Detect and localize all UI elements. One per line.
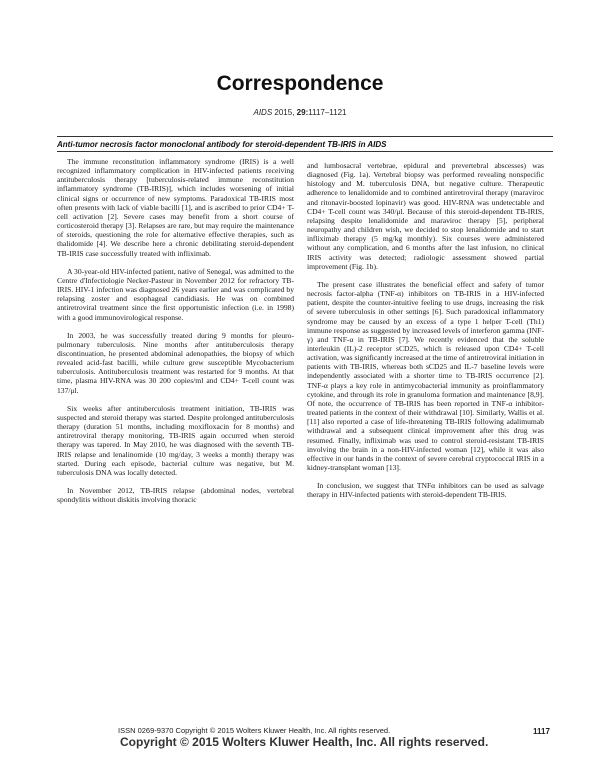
paragraph: The present case illustrates the beneficial effect and safety of tumor necrosis factor-alpha (TNF-α) inhibitors on TB-IRIS in a HIV-infected patient, despite the counter-intuitive feeling to use drugs, increasing the risk of severe tuberculosis in other settings [6]. Such paradoxical inflammatory syndrome may be caused by an excess of a type 1 helper T-cell (Th1) immune response as suggested by increased levels of interferon gamma (INF-γ) and TNF-α in TB-IRIS [7]. We recently evidenced that the soluble interleukin (IL)-2 receptor sCD25, which is released upon CD4+ T-cell activation, was significantly increased at the time of antiretroviral initiation in patients with TB-IRIS, whereas both sCD25 and IL-7 baseline levels were independently associated with a shorter time to TB-IRIS occurrence [2]. TNF-α plays a key role in antimycobacterial immunity as proinflammatory cytokine, and through its role in granuloma formation and maintenance [8,9]. Of note, the occurrence of TB-IRIS has been reported in TNF-α inhibitor-treated patients in the context of their withdrawal [10]. Similarly, Wallis et al. [11] also reported a case of life-threatening TB-IRIS following adalimumab withdrawal and a subsequent clinical improvement after this drug was resumed. Finally, infliximab was used to control steroid-resistant TB-IRIS involving the brain in a non-HIV-infected woman [12], while it was also effective in our hands in the context of severe cerebral cryptococcal IRIS in a kidney-transplant woman [13]. <box>307 279 544 472</box>
footer-issn: ISSN 0269-9370 Copyright © 2015 Wolters Kluwer Health, Inc. All rights reserved. <box>118 726 391 735</box>
citation-volume: 29: <box>296 108 309 117</box>
citation-year: 2015, <box>274 108 295 117</box>
footer-copyright: Copyright © 2015 Wolters Kluwer Health, Inc. All rights reserved. <box>120 735 489 749</box>
paragraph: In conclusion, we suggest that TNFα inhibitors can be used as salvage therapy in HIV-infected patients with steroid-dependent TB-IRIS. <box>307 481 544 500</box>
right-column <box>307 161 544 721</box>
paragraph: and lumbosacral vertebrae, epidural and prevertebral abscesses) was diagnosed (Fig. 1a). Vertebral biopsy was performed revealing nonspecific histology and M. tuberculosis DNA, but negative culture. Therapeutic adherence to lenalidomide and to combined antiretroviral therapy (maraviroc and ritonavir-boosted lopinavir) was good. HIV-RNA was undetectable and CD4+ T-cell count was 340/μl. Because of this steroid-dependent TB-IRIS, relapsing despite lenalidomide and maraviroc therapy [5], peripheral neuropathy and children wish, we decided to stop lenalidomide and to start infliximab therapy (5 mg/kg monthly). Six courses were administered without any complication, and 6 months after the last infusion, no clinical IRIS activity was detected; radiologic assessment showed partial improvement (Fig. 1b). <box>307 161 544 271</box>
title-rule-bottom <box>57 151 553 152</box>
page-number: 1117 <box>533 727 550 736</box>
left-column <box>57 157 294 717</box>
paragraph: In November 2012, TB-IRIS relapse (abdominal nodes, vertebral spondylitis without diskitis involving thoracic <box>57 486 294 505</box>
title-rule-top <box>57 136 553 137</box>
citation-journal: AIDS <box>253 108 273 117</box>
paragraph: Six weeks after antituberculosis treatment initiation, TB-IRIS was suspected and steroid therapy was started. Despite prolonged antituberculosis therapy (duration 51 months, including moxifloxacin for 8 months) and antiretroviral therapy monitoring, TB-IRIS again occurred when steroid therapy was tapered. In May 2010, he was diagnosed with the seventh TB-IRIS relapse and lenalinomide (10 mg/day, 3 weeks a month) therapy was started. During each episode, bacterial culture was negative, but M. tuberculosis DNA was locally detected. <box>57 403 294 477</box>
citation-pages: 1117–1121 <box>308 108 347 117</box>
section-title: Correspondence <box>216 72 384 95</box>
article-title: Anti-tumor necrosis factor monoclonal antibody for steroid-dependent TB-IRIS in AIDS <box>57 140 387 149</box>
paragraph: In 2003, he was successfully treated during 9 months for pleuro-pulmonary tuberculosis. Nine months after antituberculosis therapy discontinuation, he presented abdominal adenopathies, the biopsy of which revealed acid-fast bacilli, while culture grew susceptible Mycobacterium tuberculosis. Antituberculosis treatment was restarted for 9 months. At that time, plasma HIV-RNA was 30 200 copies/ml and CD4+ T-cell count was 137/μl. <box>57 330 294 395</box>
journal-citation <box>0 108 600 117</box>
paragraph: A 30-year-old HIV-infected patient, native of Senegal, was admitted to the Centre d'Infectiologie Necker-Pasteur in November 2012 for refractory TB-IRIS. HIV-1 infection was diagnosed 26 years earlier and was complicated by relapsing zoster and esophageal candidiasis. He was on combined antiretroviral treatment since the first opportunistic infection (i.e. in 1998) with a good immunovirological response. <box>57 266 294 322</box>
paragraph: The immune reconstitution inflammatory syndrome (IRIS) is a well recognized inflammatory complication in HIV-infected patients receiving antituberculosis therapy [tuberculosis-related immune reconstitution inflammatory syndrome (TB-IRIS)], which includes worsening of initial clinical signs or occurrence of new symptoms. Paradoxical TB-IRIS most often presents with lack of viable bacilli [1], and is ascribed to prior CD4+ T-cell activation [2]. Severe cases may benefit from a short course of corticosteroid therapy [3]. Relapses are rare, but may require the maintenance of steroids, questioning the role for alternative effective therapies, such as thalidomide [4]. We describe here a chronic debilitating steroid-dependent TB-IRIS case successfully treated with infliximab. <box>57 157 294 258</box>
